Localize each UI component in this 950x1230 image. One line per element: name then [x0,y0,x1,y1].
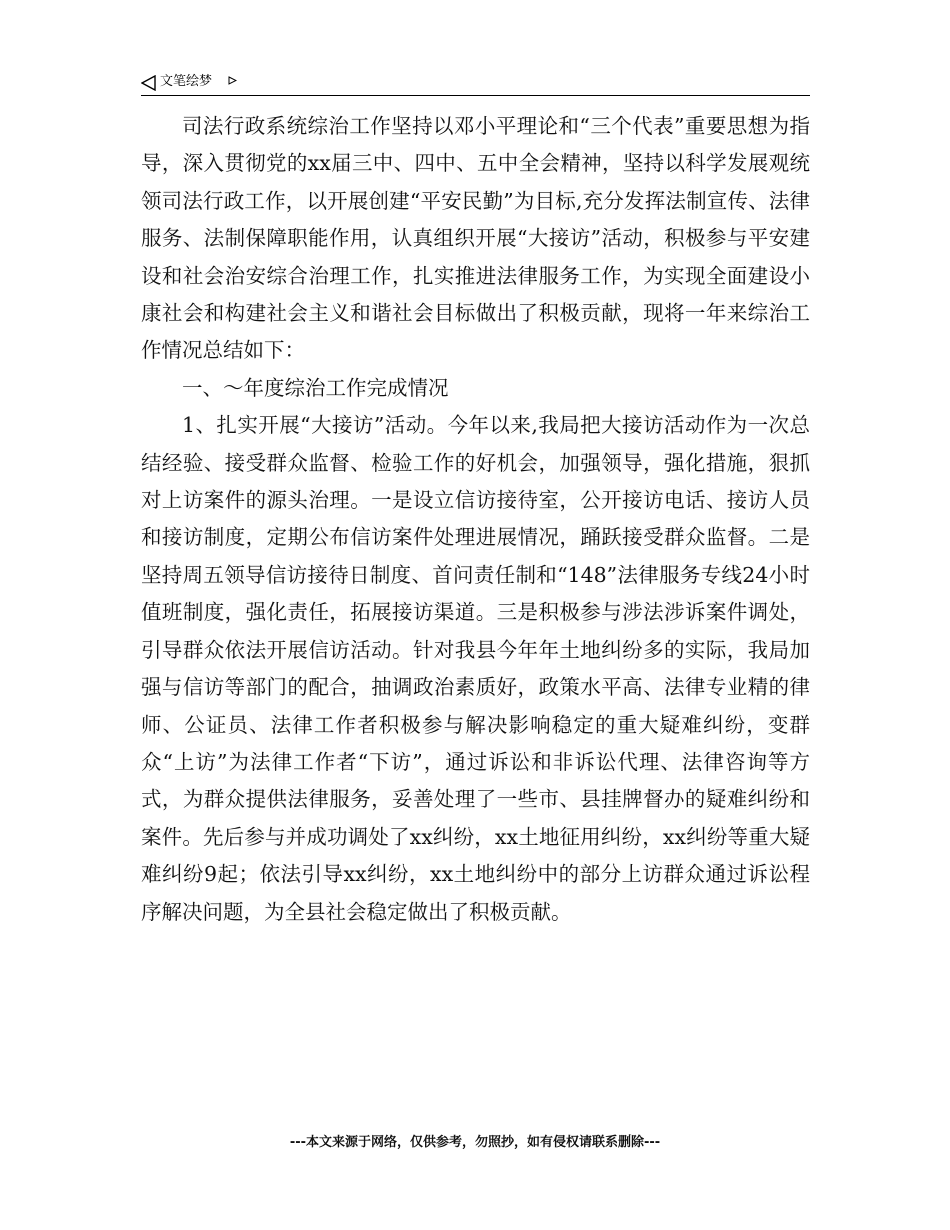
document-body [141,108,810,931]
page-header [141,70,810,96]
triangle-left-icon [141,75,157,91]
item-paragraph: 1、扎实开展“大接访”活动。今年以来,我局把大接访活动作为一次总结经验、接受群众监督、检验工作的好机会，加强领导，强化措施，狠抓对上访案件的源头治理。一是设立信访接待室，公开接访电话、接访人员和接访制度，定期公布信访案件处理进展情况，踊跃接受群众监督。二是坚持周五领导信访接待日制度、首问责任制和“148”法律服务专线24小时值班制度，强化责任，拓展接访渠道。三是积极参与涉法涉诉案件调处，引导群众依法开展信访活动。针对我县今年年土地纠纷多的实际，我局加强与信访等部门的配合，抽调政治素质好，政策水平高、法律专业精的律师、公证员、法律工作者积极参与解决影响稳定的重大疑难纠纷，变群众“上访”为法律工作者“下访”，通过诉讼和非诉讼代理、法律咨询等方式，为群众提供法律服务，妥善处理了一些市、县挂牌督办的疑难纠纷和案件。先后参与并成功调处了xx纠纷，xx土地征用纠纷，xx纠纷等重大疑难纠纷9起；依法引导xx纠纷，xx土地纠纷中的部分上访群众通过诉讼程序解决问题，为全县社会稳定做出了积极贡献。 [141,413,810,924]
triangle-right-icon [228,76,237,85]
section-heading: 一、～年度综治工作完成情况 [182,375,449,400]
header-title: 文笔绘梦 [160,74,213,89]
footer-notice: ---本文来源于网络，仅供参考，勿照抄，如有侵权请联系删除--- [289,1135,661,1150]
intro-paragraph: 司法行政系统综治工作坚持以邓小平理论和“三个代表”重要思想为指导，深入贯彻党的xx届三中、四中、五中全会精神，坚持以科学发展观统领司法行政工作，以开展创建“平安民勤”为目标,充分发挥法制宣传、法律服务、法制保障职能作用，认真组织开展“大接访”活动，积极参与平安建设和社会治安综合治理工作，扎实推进法律服务工作，为实现全面建设小康社会和构建社会主义和谐社会目标做出了积极贡献，现将一年来综治工作情况总结如下： [141,114,810,363]
